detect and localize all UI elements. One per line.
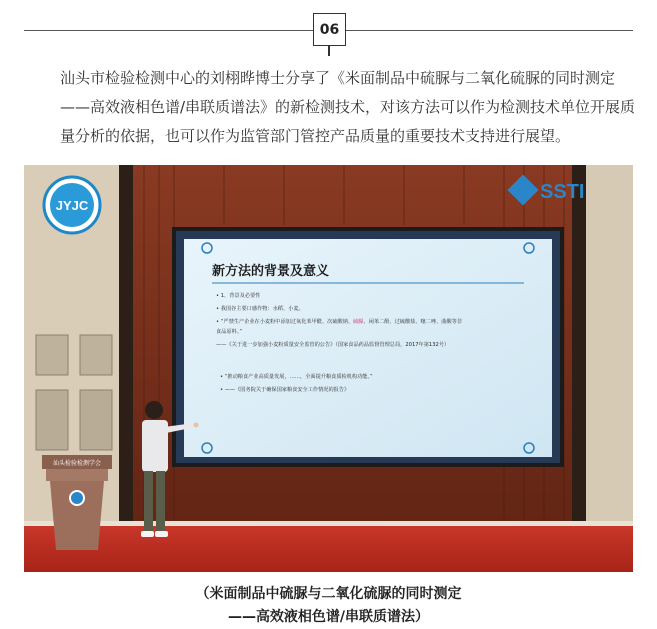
slide-title: 新方法的背景及意义 [212, 264, 330, 279]
caption-line-1: （米面制品中硫脲与二氧化硫脲的同时测定 [195, 586, 462, 602]
slide-line: 食品原料。” [216, 329, 243, 335]
slide-line-tail: 、闲苯二酚、过硫酸盐、噻二唑、曲酸等非 [363, 319, 463, 325]
paragraph-text: 汕头市检验检测中心的刘栩晔博士分享了《米面制品中硫脲与二氧化硫脲的同时测定——高效液相色谱/串联质谱法》的新检测技术，对该方法可以作为检测技术单位开展质量分析的依据，也可以作为监管部门管控产品质量的重要技术支持进行展望。 [60, 69, 636, 145]
caption-line-2: ——高效液相色谱/串联质谱法） [227, 609, 430, 625]
logo-right-text: SSTI [540, 181, 585, 203]
logo-left-text: JYJC [55, 198, 89, 213]
slide-line: ——《关于进一步加强小麦粉质量安全监管的公告》（国家食品药品监督管理总局，2017年第132号） [216, 342, 450, 348]
slide-line: • “推动粮食产业高质量发展，……，全面提升粮食质检机构功能。” [220, 374, 373, 380]
slide-highlight: 硫脲 [353, 319, 364, 325]
slide-line: • 1、背景及必要性 [216, 293, 261, 299]
svg-text:• “严禁生产企业在小麦粉中添加过氧化苯甲酰、次硫酸钠、硫脲 [216, 317, 462, 325]
section-number: 06 [319, 21, 340, 38]
podium-banner: 汕头检验检测学会 [52, 460, 102, 467]
section-number-badge [313, 13, 346, 46]
slide-line: • “严禁生产企业在小麦粉中添加过氧化苯甲酰、次硫酸钠、 [216, 319, 354, 325]
header-divider-left [24, 30, 314, 31]
slide-line: • ——《国务院关于确保国家粮食安全工作情况的报告》 [220, 387, 350, 393]
header-divider-right [346, 30, 633, 31]
slide-line: • 我国谷主要口感作物：水稻、小麦。 [216, 306, 304, 312]
section-number-tick [328, 46, 330, 56]
event-photo [24, 165, 633, 572]
body-paragraph [54, 64, 639, 151]
jyjc-logo [44, 177, 100, 233]
